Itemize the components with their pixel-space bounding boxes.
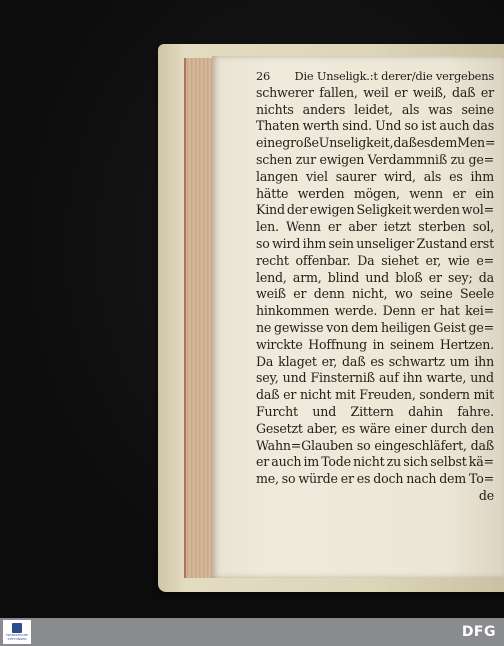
word: heiligen <box>381 319 431 335</box>
word: recht <box>256 252 289 268</box>
word: sein <box>328 235 354 251</box>
word: denn <box>313 286 345 302</box>
word: Tode <box>321 454 351 470</box>
word: er <box>256 454 270 470</box>
word: so <box>404 118 419 134</box>
word: Da <box>357 252 375 268</box>
word: weiß <box>256 286 286 302</box>
word: hätte <box>256 185 289 201</box>
text-line <box>256 202 494 219</box>
word: ihm <box>470 168 494 184</box>
word: bloß <box>395 269 423 285</box>
word: nicht <box>353 454 385 470</box>
text-line <box>256 85 494 102</box>
catchword: de <box>478 487 494 503</box>
word: und <box>312 403 337 419</box>
word: hinkommen <box>256 303 330 319</box>
word: und <box>470 370 494 386</box>
text-line <box>256 404 494 421</box>
word: Hertzen. <box>439 336 494 352</box>
word: auch <box>271 454 302 470</box>
text-line <box>256 135 494 152</box>
word: hat <box>439 303 460 319</box>
word: es <box>449 168 463 184</box>
text-line <box>256 471 494 488</box>
word: kei= <box>465 303 494 319</box>
word: als <box>423 168 442 184</box>
page-text <box>256 68 494 505</box>
word: Seele <box>459 286 494 302</box>
word: ihm <box>302 235 327 251</box>
word: saurer <box>335 168 377 184</box>
word: Verdammniß <box>367 151 448 167</box>
word: er <box>340 471 354 487</box>
word: was <box>428 101 453 117</box>
text-line <box>256 354 494 371</box>
text-line <box>256 152 494 169</box>
word: es <box>370 353 384 369</box>
running-header <box>256 68 494 85</box>
word: einer <box>394 420 427 436</box>
word: ietzt <box>383 219 412 235</box>
word: wenn <box>409 185 443 201</box>
word: schen <box>256 151 293 167</box>
word: Denn <box>382 303 416 319</box>
text-line <box>256 169 494 186</box>
word: sondern <box>419 387 470 403</box>
text-line <box>256 253 494 270</box>
word: To= <box>469 471 494 487</box>
word: wol= <box>461 202 494 218</box>
word: würde <box>298 471 338 487</box>
word: in <box>372 336 385 352</box>
word: werden <box>413 202 460 218</box>
text-line <box>256 320 494 337</box>
word: Thaten <box>256 118 300 134</box>
word: nichts <box>256 101 294 117</box>
logo-text-line-1: FRANCKESCHE <box>5 633 29 638</box>
word: len. <box>256 219 279 235</box>
word: Hoffnung <box>308 336 367 352</box>
word: wäre <box>359 420 391 436</box>
word: blind <box>327 269 360 285</box>
word: sind. <box>342 118 372 134</box>
word: er <box>452 185 466 201</box>
word: wird, <box>383 168 416 184</box>
body-lines <box>256 85 494 488</box>
word: da <box>478 269 494 285</box>
word: lend, <box>256 269 287 285</box>
text-line <box>256 286 494 303</box>
word: von <box>326 319 349 335</box>
logo-text-line-2: STIFTUNGEN <box>7 636 27 641</box>
word: zur <box>295 151 316 167</box>
word: nach <box>406 471 437 487</box>
word: Und <box>375 118 402 134</box>
word: ihn <box>402 370 423 386</box>
word: ihn <box>474 353 494 369</box>
word: sterben <box>418 219 466 235</box>
word: fahre. <box>457 403 494 419</box>
word: ge= <box>468 151 494 167</box>
word: Men= <box>457 135 496 151</box>
word: im <box>303 454 320 470</box>
word: er <box>394 84 408 100</box>
word: Wenn <box>286 219 321 235</box>
word: sey, <box>256 370 279 386</box>
text-line <box>256 236 494 253</box>
word: auch <box>439 118 470 134</box>
word: doch <box>373 471 404 487</box>
word: eine <box>256 135 283 151</box>
word: er, <box>425 252 441 268</box>
word: Seligkeit <box>356 202 412 218</box>
word: Furcht <box>256 403 298 419</box>
word: schwerer <box>256 84 314 100</box>
word: Geist <box>433 319 466 335</box>
word: so <box>281 471 296 487</box>
word: um <box>449 353 470 369</box>
word: gewisse <box>274 319 324 335</box>
word: fallen, <box>319 84 358 100</box>
word: unseliger <box>356 235 415 251</box>
word: sol, <box>472 219 494 235</box>
word: sey; <box>448 269 473 285</box>
text-line <box>256 387 494 404</box>
text-line <box>256 219 494 236</box>
word: seine <box>420 286 453 302</box>
word: aber <box>348 219 377 235</box>
text-line <box>256 303 494 320</box>
word: Wahn=Glauben <box>256 437 354 453</box>
word: siehet <box>381 252 419 268</box>
text-line <box>256 270 494 287</box>
word: er <box>283 387 297 403</box>
word: Da <box>256 353 274 369</box>
word: Zittern <box>350 403 394 419</box>
word: mit <box>335 387 356 403</box>
word: Finsterniß <box>310 370 375 386</box>
word: offenbar. <box>295 252 351 268</box>
word: er <box>293 286 307 302</box>
text-line <box>256 118 494 135</box>
text-line <box>256 370 494 387</box>
franckesche-stiftungen-logo[interactable] <box>3 620 31 644</box>
text-line <box>256 337 494 354</box>
word: klaget <box>278 353 317 369</box>
word: Zustand <box>416 235 468 251</box>
word: dem <box>439 471 467 487</box>
word: wie <box>447 252 470 268</box>
word: der <box>286 202 308 218</box>
word: me, <box>256 471 279 487</box>
word: sich <box>403 454 429 470</box>
word: erst <box>469 235 494 251</box>
dfg-logo[interactable]: DFG <box>461 624 496 640</box>
word: wo <box>394 286 413 302</box>
word: daß <box>452 84 476 100</box>
word: als <box>401 101 420 117</box>
word: auf <box>378 370 399 386</box>
word: kä= <box>468 454 494 470</box>
word: er <box>421 303 435 319</box>
word: so <box>256 235 270 251</box>
word: nicht <box>299 387 332 403</box>
word: Unseligkeit, <box>318 135 394 151</box>
text-line <box>256 438 494 455</box>
word: mögen, <box>353 185 400 201</box>
catchword-line <box>256 488 494 505</box>
word: daß <box>470 437 494 453</box>
word: den <box>470 420 494 436</box>
word: schwartz <box>388 353 445 369</box>
word: leidet, <box>354 101 393 117</box>
text-line <box>256 102 494 119</box>
word: er <box>328 219 342 235</box>
word: zu <box>450 151 465 167</box>
word: es <box>341 420 356 436</box>
text-line <box>256 421 494 438</box>
word: ein <box>475 185 494 201</box>
word: große <box>282 135 319 151</box>
word: werden <box>297 185 345 201</box>
word: wirckte <box>256 336 303 352</box>
word: dem <box>430 135 458 151</box>
word: viel <box>305 168 328 184</box>
word: selbst <box>430 454 467 470</box>
word: seinem <box>389 336 435 352</box>
word: werde. <box>334 303 378 319</box>
footer-bar <box>0 618 504 646</box>
word: es <box>416 135 431 151</box>
word: Kind <box>256 202 285 218</box>
running-title: Die Unseligk.:t derer/die vergebens <box>294 69 494 83</box>
word: er <box>480 84 494 100</box>
word: er, <box>321 353 338 369</box>
word: das <box>472 118 494 134</box>
word: aber, <box>306 420 338 436</box>
word: zu <box>386 454 402 470</box>
word: anders <box>302 101 346 117</box>
text-line <box>256 454 494 471</box>
word: durch <box>430 420 467 436</box>
word: seine <box>461 101 494 117</box>
word: ewigen <box>319 151 365 167</box>
word: mit <box>473 387 494 403</box>
page-number: 26 <box>256 69 271 83</box>
word: daß <box>393 135 417 151</box>
word: und <box>365 269 389 285</box>
word: daß <box>256 387 280 403</box>
word: ist <box>421 118 437 134</box>
word: arm, <box>292 269 322 285</box>
word: daß <box>342 353 366 369</box>
word: weiß, <box>412 84 447 100</box>
word: nicht, <box>352 286 388 302</box>
word: dahin <box>408 403 443 419</box>
word: ne <box>256 319 272 335</box>
word: Freuden, <box>359 387 416 403</box>
word: und <box>282 370 307 386</box>
word: dem <box>351 319 379 335</box>
word: weil <box>363 84 389 100</box>
word: Gesetzt <box>256 420 303 436</box>
text-line <box>256 186 494 203</box>
word: ewigen <box>309 202 355 218</box>
word: eingeschläfert, <box>374 437 467 453</box>
word: wird <box>272 235 301 251</box>
word: langen <box>256 168 299 184</box>
word: werth <box>302 118 340 134</box>
word: warte, <box>426 370 467 386</box>
word: e= <box>476 252 494 268</box>
word: er <box>428 269 442 285</box>
word: es <box>356 471 371 487</box>
stiftungen-emblem-icon <box>12 623 22 633</box>
word: ge= <box>468 319 494 335</box>
word: so <box>356 437 371 453</box>
